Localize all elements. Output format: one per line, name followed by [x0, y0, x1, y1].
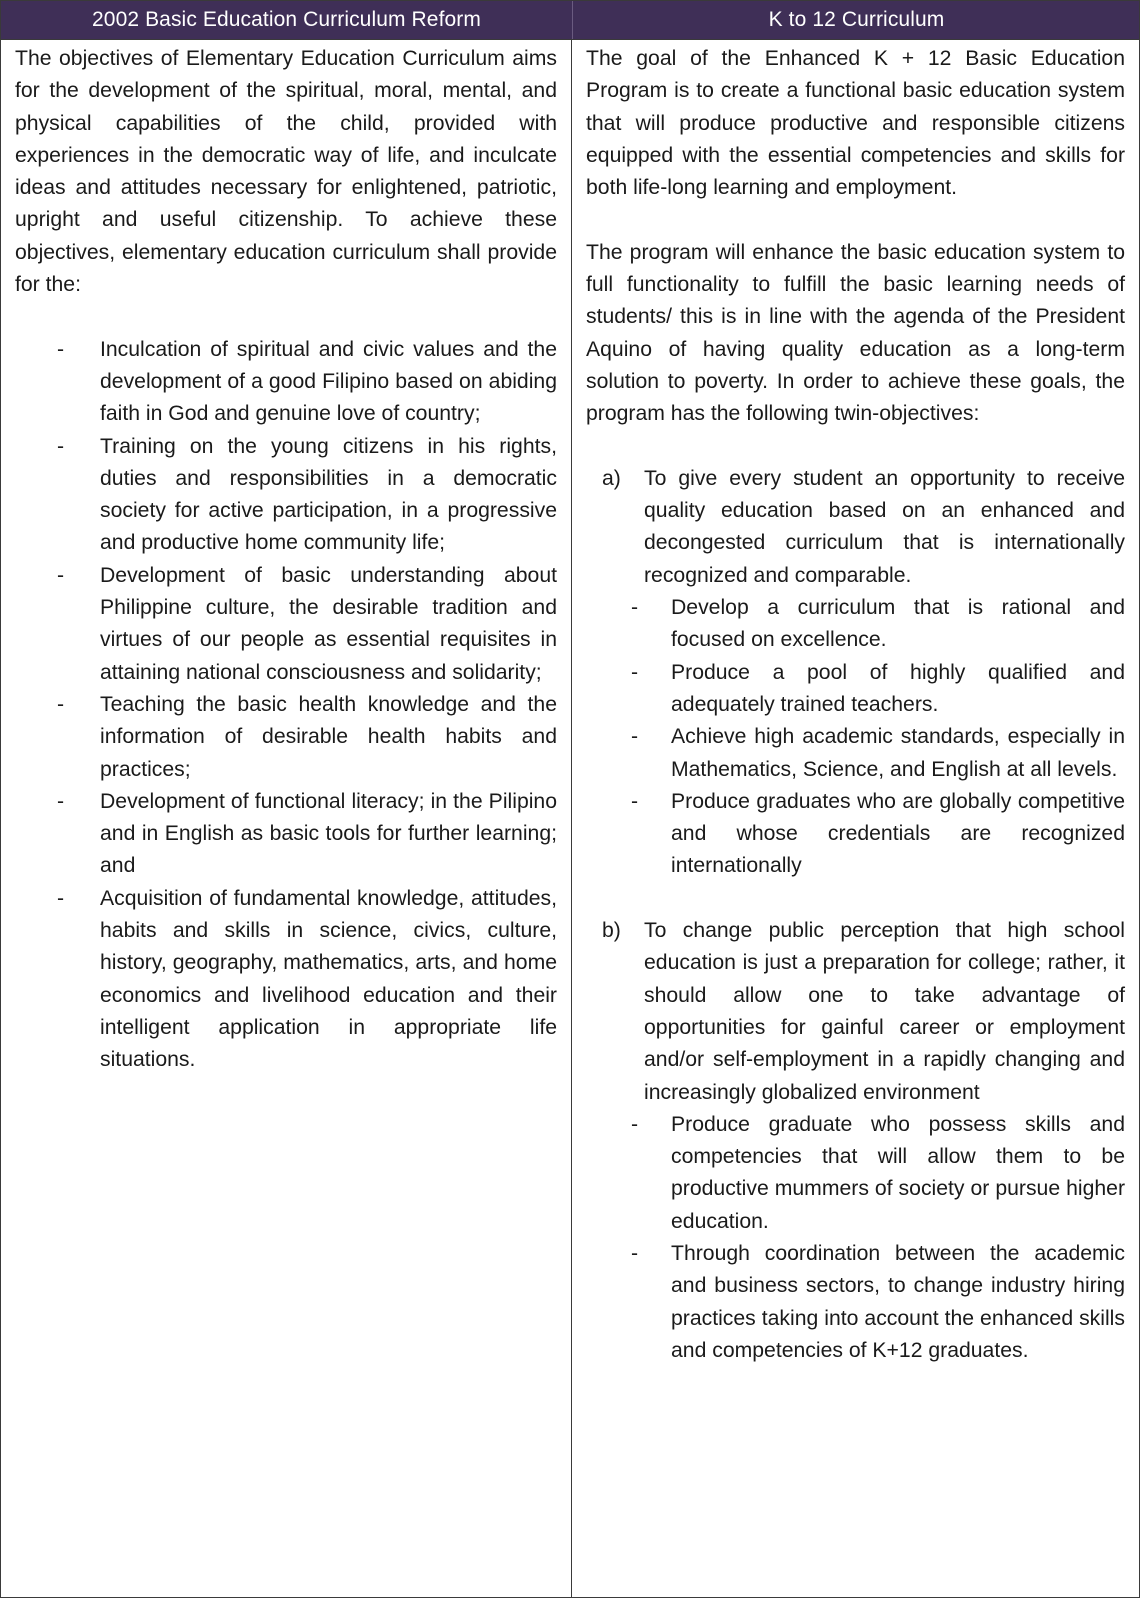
dash-marker: - — [631, 1241, 639, 1265]
objective-b-marker: b) — [602, 919, 621, 943]
dash-marker: - — [631, 789, 639, 813]
dash-marker: - — [631, 725, 639, 749]
list-item — [15, 560, 557, 689]
list-item-text: Develop a curriculum that is rational and focused on excellence. — [671, 596, 1125, 652]
goal-paragraph: The goal of the Enhanced K + 12 Basic Education Program is to create a functional basic education system that will produce productive and responsible citizens equipped with the essential competencies and skills for both life-long learning and employment. — [586, 47, 1125, 200]
list-item — [15, 883, 557, 1077]
list-item-text: Development of functional literacy; in the Pilipino and in English as basic tools for further learning; and — [100, 789, 557, 878]
objective-a-marker: a) — [602, 466, 621, 490]
dash-marker: - — [57, 886, 65, 910]
dash-marker: - — [57, 434, 65, 458]
list-item — [586, 592, 1125, 657]
list-item-text: Achieve high academic standards, especially in Mathematics, Science, and English at all levels. — [671, 725, 1125, 781]
list-item — [15, 786, 557, 883]
objective-b-list — [586, 1109, 1125, 1367]
list-item-text: Produce graduate who possess skills and competencies that will allow them to be productive mummers of society or pursue higher education. — [671, 1112, 1125, 1233]
objective-a-list — [586, 592, 1125, 883]
header-2002-curriculum: 2002 Basic Education Curriculum Reform — [1, 1, 573, 39]
objectives-intro: The objectives of Elementary Education Curriculum aims for the development of the spiritual, moral, mental, and physical capabilities of the child, provided with experiences in the democratic way of life, and inculcate ideas and attitudes necessary for enlightened, patriotic, upright and useful citizenship. To achieve these objectives, elementary education curriculum shall provide for the: — [15, 47, 557, 297]
table-body-row — [1, 40, 1139, 1597]
objective-a-text: To give every student an opportunity to receive quality education based on an enhanced and decongested curriculum that is internationally recognized and comparable. — [644, 466, 1125, 587]
program-paragraph: The program will enhance the basic education system to full functionality to fulfill the basic learning needs of students/ this is in line with the agenda of the President Aquino of having quality education as a long-term solution to poverty. In order to achieve these goals, the program has the following twin-objectives: — [586, 240, 1125, 426]
dash-marker: - — [57, 337, 65, 361]
dash-marker: - — [631, 596, 639, 620]
list-item-text: Teaching the basic health knowledge and the information of desirable health habits and practices; — [100, 692, 557, 781]
list-item — [586, 1238, 1125, 1367]
list-item-text: Training on the young citizens in his rights, duties and responsibilities in a democratic society for active participation, in a progressive and productive home community life; — [100, 434, 557, 555]
table-header-row — [1, 1, 1139, 40]
spacer — [15, 301, 557, 333]
list-item — [586, 657, 1125, 722]
spacer — [586, 204, 1125, 236]
list-item — [586, 721, 1125, 786]
header-k12-curriculum: K to 12 Curriculum — [768, 8, 945, 31]
list-item-text: Through coordination between the academic and business sectors, to change industry hiring practices taking into account the enhanced skills and competencies of K+12 graduates. — [671, 1241, 1125, 1362]
dash-marker: - — [57, 692, 65, 716]
list-item-text: Produce graduates who are globally competitive and whose credentials are recognized internationally — [671, 789, 1125, 878]
spacer — [586, 883, 1125, 915]
list-item — [586, 1109, 1125, 1238]
column-k12-curriculum — [572, 40, 1139, 1597]
dash-marker: - — [57, 789, 65, 813]
list-item — [15, 431, 557, 560]
dash-marker: - — [631, 660, 639, 684]
objective-b — [586, 915, 1125, 1109]
list-item — [15, 689, 557, 786]
list-item — [15, 334, 557, 431]
objective-a — [586, 463, 1125, 592]
objective-b-text: To change public perception that high school education is just a preparation for college; rather, it should allow one to take advantage of opportunities for gainful career or employment and/or self-employment in a rapidly changing and increasingly globalized environment — [644, 919, 1125, 1104]
list-item — [586, 786, 1125, 883]
list-item-text: Produce a pool of highly qualified and adequately trained teachers. — [671, 660, 1125, 716]
dash-marker: - — [57, 563, 65, 587]
dash-marker: - — [631, 1112, 639, 1136]
list-item-text: Development of basic understanding about Philippine culture, the desirable tradition and virtues of our people as essential requisites in attaining national consciousness and solidarity; — [100, 563, 557, 684]
column-2002-curriculum — [1, 40, 572, 1597]
list-item-text: Acquisition of fundamental knowledge, attitudes, habits and skills in science, civics, culture, history, geography, mathematics, arts, and home economics and livelihood education and their intelligent application in appropriate life situations. — [100, 886, 557, 1072]
list-item-text: Inculcation of spiritual and civic values and the development of a good Filipino based on abiding faith in God and genuine love of country; — [100, 337, 557, 426]
spacer — [586, 431, 1125, 463]
objectives-list — [15, 334, 557, 1077]
